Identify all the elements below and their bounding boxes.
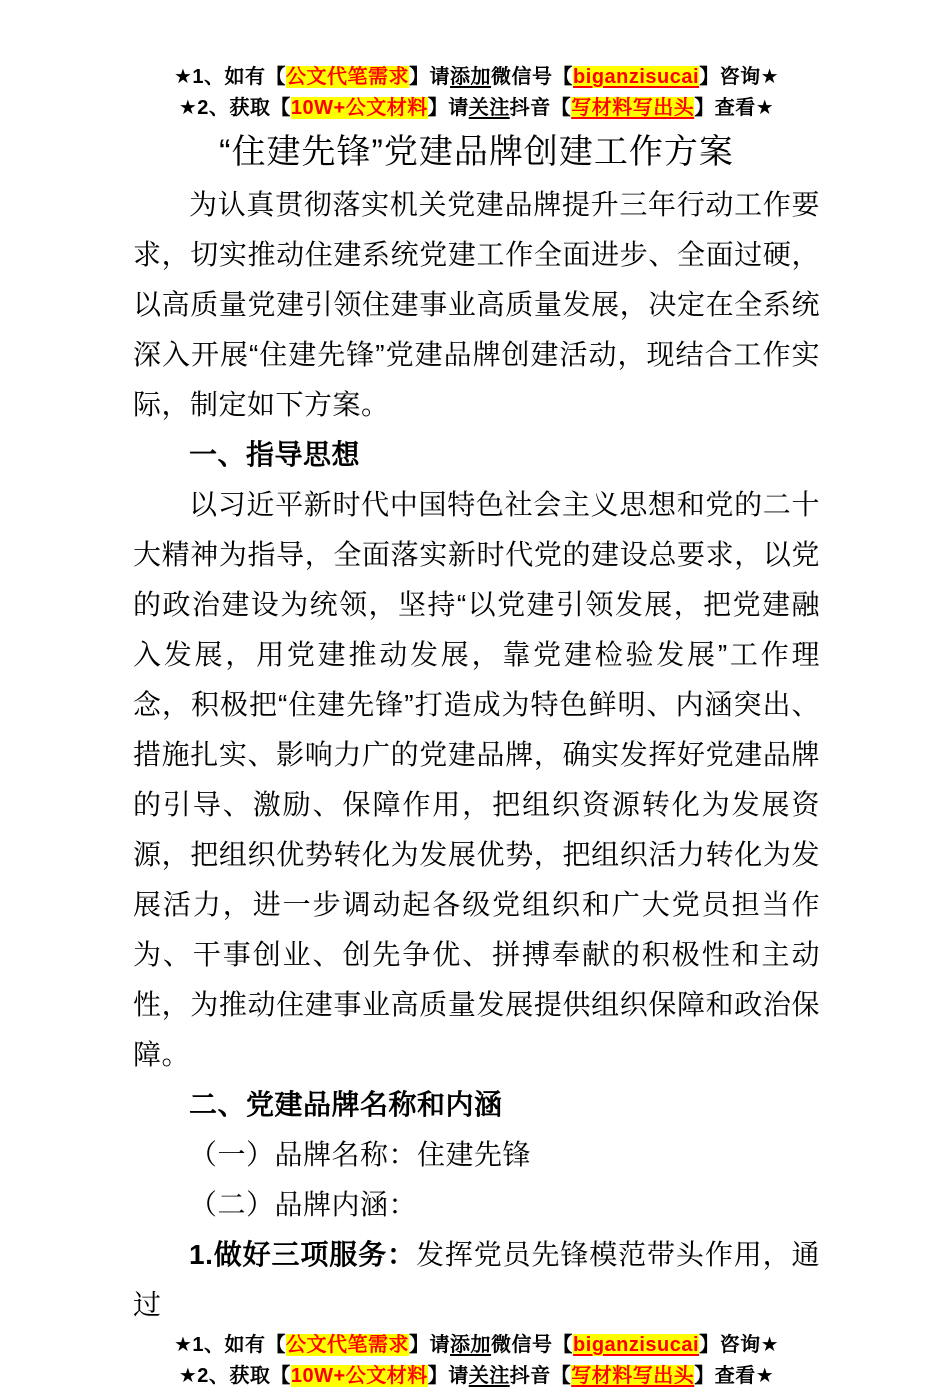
underlined-action-add: 添加 (450, 1334, 492, 1356)
douyin-handle: 写材料写出头 (571, 97, 695, 119)
section-heading-brand-name-content: 二、党建品牌名称和内涵 (189, 1089, 503, 1120)
highlight-keyword-materials: 10W+公文材料 (290, 1365, 428, 1387)
promo-text: 微信号【 (491, 1334, 574, 1356)
paragraph-brand-content: （二）品牌内涵： (189, 1189, 418, 1220)
paragraph-lead-three-services: 1.做好三项服务： (189, 1239, 416, 1270)
promo-text: 抖音【 (509, 1365, 572, 1387)
wechat-id: biganzisucai (573, 1334, 700, 1356)
promo-line-1 (133, 62, 820, 93)
promo-text: 】咨询★ (699, 1334, 780, 1356)
promo-text: 】请 (409, 66, 451, 88)
promo-line-1 (133, 1330, 820, 1361)
douyin-handle: 写材料写出头 (571, 1365, 695, 1387)
promo-line-2 (133, 93, 820, 124)
paragraph-text-three-services: 发挥党员先锋模范带头作用，通过 (133, 1239, 820, 1320)
promo-text: 抖音【 (509, 97, 572, 119)
underlined-action-follow: 关注 (468, 1365, 510, 1387)
highlight-keyword-writing-service: 公文代笔需求 (286, 1334, 410, 1356)
paragraph-guiding-ideology: 以习近平新时代中国特色社会主义思想和党的二十大精神为指导，全面落实新时代党的建设总要求，以党的政治建设为统领，坚持“以党建引领发展，把党建融入发展，用党建推动发展，靠党建检验发展”工作理念，积极把“住建先锋”打造成为特色鲜明、内涵突出、措施扎实、影响力广的党建品牌，确实发挥好党建品牌的引导、激励、保障作用，把组织资源转化为发展资源，把组织优势转化为发展优势，把组织活力转化为发展活力，进一步调动起各级党组织和广大党员担当作为、干事创业、创先争优、拼搏奉献的积极性和主动性，为推动住建事业高质量发展提供组织保障和政治保障。 (133, 489, 820, 1070)
promo-text: 】请 (427, 97, 469, 119)
wechat-id: biganzisucai (573, 66, 700, 88)
promo-text: ★2、获取【 (178, 1365, 291, 1387)
document-title: “住建先锋”党建品牌创建工作方案 (219, 133, 734, 171)
paragraph-three-services (133, 1230, 820, 1330)
document-body (133, 180, 820, 1330)
promo-text: 】请 (409, 1334, 451, 1356)
promo-text: ★1、如有【 (173, 1334, 287, 1356)
highlight-keyword-writing-service: 公文代笔需求 (286, 66, 410, 88)
promo-text: 】查看★ (694, 97, 775, 119)
promo-line-2 (133, 1361, 820, 1392)
promo-banner-bottom (133, 1330, 820, 1392)
highlight-keyword-materials: 10W+公文材料 (290, 97, 428, 119)
paragraph-intro: 为认真贯彻落实机关党建品牌提升三年行动工作要求，切实推动住建系统党建工作全面进步、全面过硬，以高质量党建引领住建事业高质量发展，决定在全系统深入开展“住建先锋”党建品牌创建活动，现结合工作实际，制定如下方案。 (133, 189, 820, 420)
promo-text: ★1、如有【 (173, 66, 287, 88)
section-heading-guiding-ideology: 一、指导思想 (189, 439, 361, 470)
promo-text: 微信号【 (491, 66, 574, 88)
promo-text: 】请 (427, 1365, 469, 1387)
promo-text: ★2、获取【 (178, 97, 291, 119)
paragraph-brand-name: （一）品牌名称：住建先锋 (189, 1139, 532, 1170)
promo-banner-top (133, 62, 820, 124)
underlined-action-add: 添加 (450, 66, 492, 88)
promo-text: 】咨询★ (699, 66, 780, 88)
underlined-action-follow: 关注 (468, 97, 510, 119)
promo-text: 】查看★ (694, 1365, 775, 1387)
